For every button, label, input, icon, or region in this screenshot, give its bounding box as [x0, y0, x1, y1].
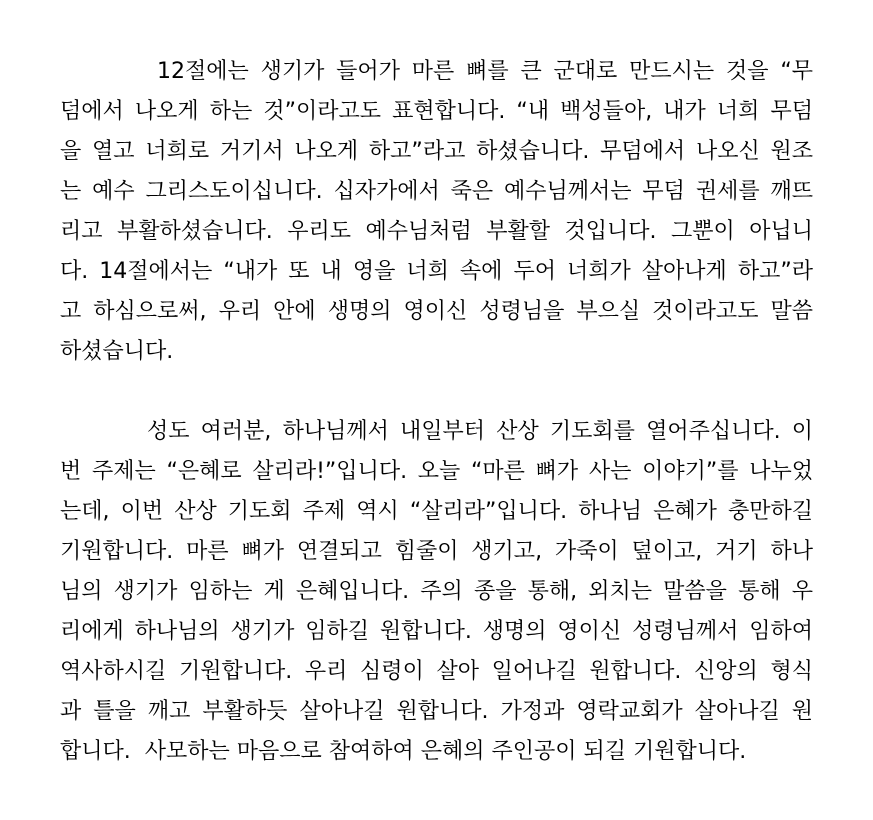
paragraph [60, 412, 813, 772]
document-page [60, 52, 813, 772]
text-line: 과 틀을 깨고 부활하듯 살아나길 원합니다. 가정과 영락교회가 살아나길 원 [60, 699, 813, 724]
text-line: 님의 생기가 임하는 게 은혜입니다. 주의 종을 통해, 외치는 말씀을 통해 우 [60, 579, 813, 604]
text-line: 합니다. 사모하는 마음으로 참여하여 은혜의 주인공이 되길 기원합니다. [60, 739, 747, 764]
text-line: 는데, 이번 산상 기도회 주제 역시 “살리라”입니다. 하나님 은혜가 충만하길 [60, 499, 813, 524]
text-line: 리고 부활하셨습니다. 우리도 예수님처럼 부활할 것입니다. 그뿐이 아닙니 [60, 219, 813, 244]
text-line: 성도 여러분, 하나님께서 내일부터 산상 기도회를 열어주십니다. 이 [147, 419, 813, 444]
text-line: 하셨습니다. [60, 339, 174, 364]
text-line: 다. 14절에서는 “내가 또 내 영을 너희 속에 두어 너희가 살아나게 하고”라 [60, 259, 813, 284]
text-line: 덤에서 나오게 하는 것”이라고도 표현합니다. “내 백성들아, 내가 너희 무덤 [60, 99, 813, 124]
text-line: 12절에는 생기가 들어가 마른 뼈를 큰 군대로 만드시는 것을 “무 [157, 59, 813, 84]
text-line: 역사하시길 기원합니다. 우리 심령이 살아 일어나길 원합니다. 신앙의 형식 [60, 659, 813, 684]
paragraph [60, 52, 813, 372]
text-line: 고 하심으로써, 우리 안에 생명의 영이신 성령님을 부으실 것이라고도 말씀 [60, 299, 813, 324]
text-line: 번 주제는 “은혜로 살리라!”입니다. 오늘 “마른 뼈가 사는 이야기”를 나누었 [60, 459, 813, 484]
text-line: 을 열고 너희로 거기서 나오게 하고”라고 하셨습니다. 무덤에서 나오신 원조 [60, 139, 813, 164]
text-line: 는 예수 그리스도이십니다. 십자가에서 죽은 예수님께서는 무덤 권세를 깨뜨 [60, 179, 813, 204]
text-line: 기원합니다. 마른 뼈가 연결되고 힘줄이 생기고, 가죽이 덮이고, 거기 하나 [60, 539, 813, 564]
text-line: 리에게 하나님의 생기가 임하길 원합니다. 생명의 영이신 성령님께서 임하여 [60, 619, 813, 644]
